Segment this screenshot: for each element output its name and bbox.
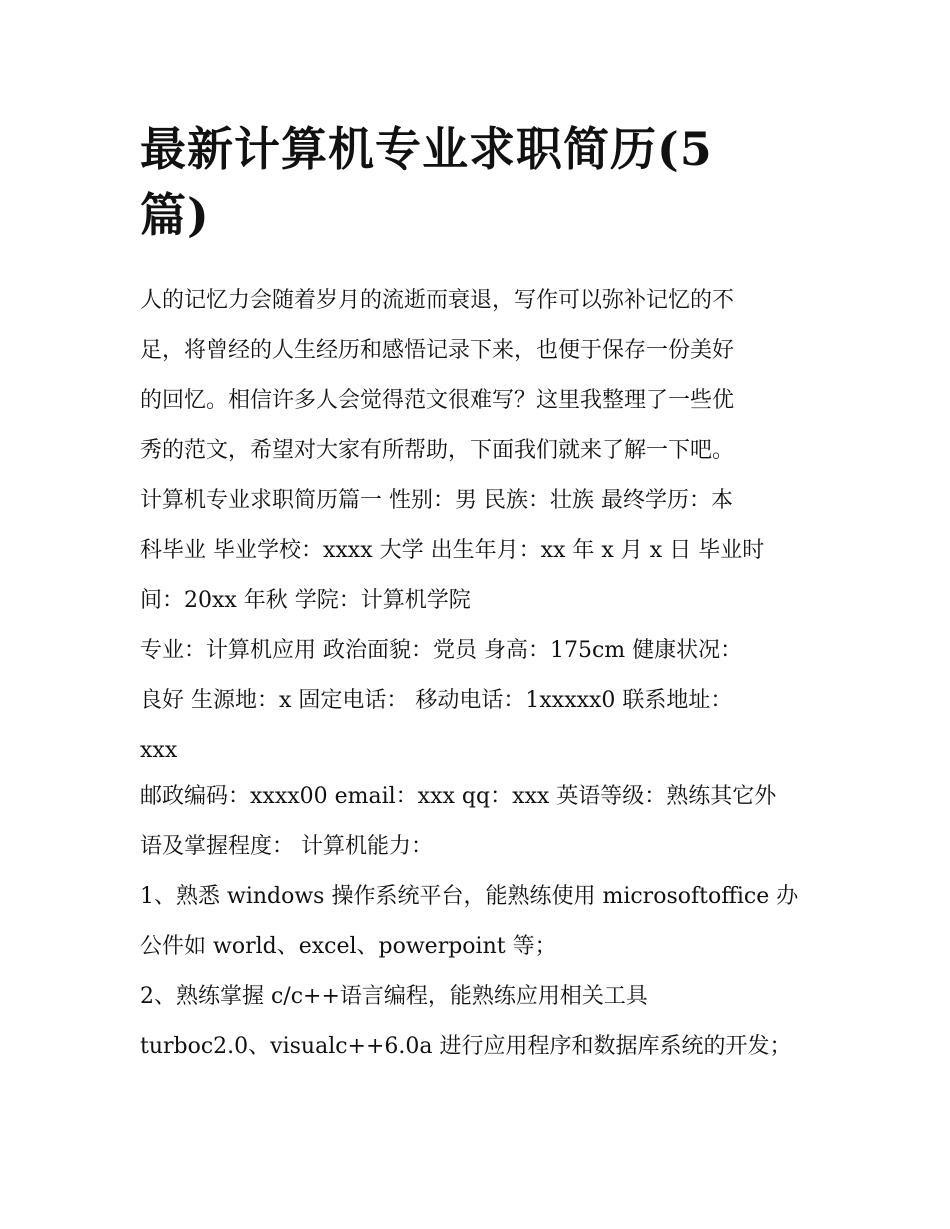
body-line-4: 秀的范文，希望对大家有所帮助，下面我们就来了解一下吧。: [140, 438, 735, 463]
body-line-16: turboc2.0、visualc++6.0a 进行应用程序和数据库系统的开发；: [140, 1034, 792, 1059]
body-line-13: 1、熟悉 windows 操作系统平台，能熟练使用 microsoftoffice 办: [140, 884, 799, 909]
body-line-15: 2、熟练掌握 c/c++语言编程，能熟练应用相关工具: [140, 984, 648, 1009]
body-line-9: 良好 生源地：x 固定电话： 移动电话：1xxxxx0 联系地址：: [140, 688, 733, 713]
document-title-line-2: 篇): [140, 188, 210, 242]
document-title-line-1: 最新计算机专业求职简历(5: [140, 122, 713, 176]
body-line-3: 的回忆。相信许多人会觉得范文很难写？这里我整理了一些优: [140, 388, 735, 413]
body-line-5: 计算机专业求职简历篇一 性别：男 民族：壮族 最终学历：本: [140, 488, 733, 513]
body-line-12: 语及掌握程度： 计算机能力：: [140, 834, 433, 859]
document-body: [140, 276, 820, 1072]
body-line-10: xxx: [140, 738, 178, 763]
body-line-8: 专业：计算机应用 政治面貌：党员 身高：175cm 健康状况：: [140, 638, 743, 663]
body-line-6: 科毕业 毕业学校：xxxx 大学 出生年月：xx 年 x 月 x 日 毕业时: [140, 538, 765, 563]
body-line-2: 足，将曾经的人生经历和感悟记录下来，也便于保存一份美好: [140, 338, 735, 363]
body-line-14: 公件如 world、excel、powerpoint 等；: [140, 934, 557, 959]
body-line-1: 人的记忆力会随着岁月的流逝而衰退，写作可以弥补记忆的不: [140, 288, 735, 313]
document-title: [140, 116, 780, 248]
body-line-11: 邮政编码：xxxx00 email：xxx qq：xxx 英语等级：熟练其它外: [140, 784, 777, 809]
body-line-7: 间：20xx 年秋 学院：计算机学院: [140, 588, 471, 613]
